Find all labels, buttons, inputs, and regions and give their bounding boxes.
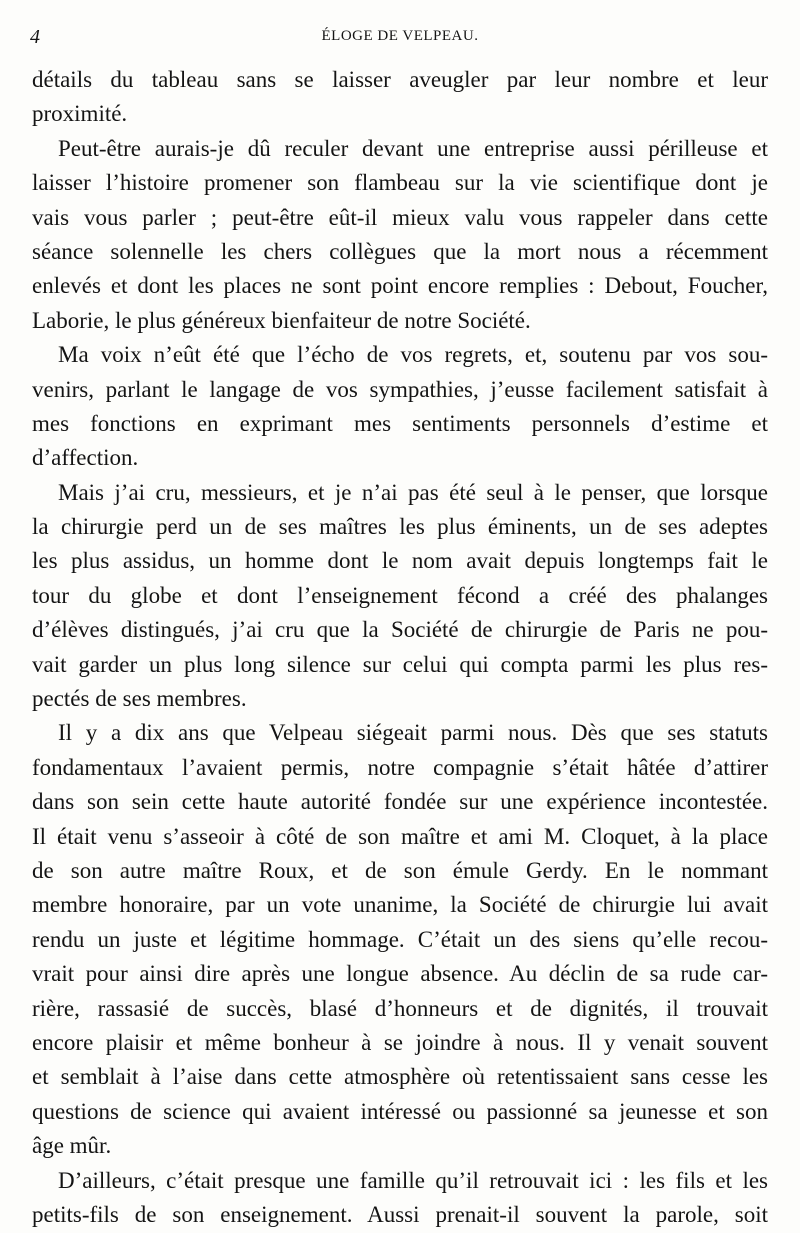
text-line: détails du tableau sans se laisser aveugler par leur nombre et leur (32, 67, 768, 92)
running-head (30, 26, 770, 48)
text-line: mes fonctions en exprimant mes sentiments personnels d’estime et (32, 410, 768, 436)
text-line: vais vous parler ; peut-être eût-il mieux valu vous rappeler dans cette (32, 204, 768, 230)
text-line: proximité. (32, 101, 128, 127)
text-line: Peut-être aurais-je dû reculer devant une entreprise aussi périlleuse et (58, 135, 768, 161)
running-title: ÉLOGE DE VELPEAU. (321, 28, 479, 44)
text-line: Mais j’ai cru, messieurs, et je n’ai pas été seul à le penser, que lorsque (58, 479, 768, 505)
text-line: petits-fils de son enseignement. Aussi prenait-il souvent la parole, soit (32, 1201, 768, 1227)
text-line: questions de science qui avaient intéressé ou passionné sa jeunesse et son (32, 1098, 768, 1124)
body-text (32, 63, 768, 1232)
text-line: encore plaisir et même bonheur à se joindre à nous. Il y venait souvent (32, 1029, 768, 1055)
text-line: vrait pour ainsi dire après une longue absence. Au déclin de sa rude car- (32, 961, 768, 987)
text-line: d’élèves distingués, j’ai cru que la Société de chirurgie de Paris ne pou- (32, 617, 768, 643)
text-line: D’ailleurs, c’était presque une famille qu’il retrouvait ici : les fils et les (58, 1167, 768, 1193)
text-line: la chirurgie perd un de ses maîtres les plus éminents, un de ses adeptes (32, 514, 768, 540)
text-line: rière, rassasié de succès, blasé d’honneurs et de dignités, il trouvait (32, 995, 768, 1021)
text-line: laisser l’histoire promener son flambeau sur la vie scientifique dont je (32, 170, 768, 196)
text-line: tour du globe et dont l’enseignement fécond a créé des phalanges (32, 582, 768, 608)
text-line: dans son sein cette haute autorité fondée sur une expérience incontestée. (32, 789, 768, 815)
text-line: venirs, parlant le langage de vos sympathies, j’eusse facilement satisfait à (32, 376, 768, 402)
text-line: Il était venu s’asseoir à côté de son maître et ami M. Cloquet, à la place (32, 823, 768, 849)
text-line: enlevés et dont les places ne sont point encore remplies : Debout, Foucher, (32, 273, 768, 299)
text-line: pectés de ses membres. (32, 686, 247, 712)
text-line: de son autre maître Roux, et de son émule Gerdy. En le nommant (32, 857, 768, 883)
page-number: 4 (30, 26, 40, 48)
text-line: membre honoraire, par un vote unanime, la Société de chirurgie lui avait (32, 892, 768, 918)
text-line: fondamentaux l’avaient permis, notre compagnie s’était hâtée d’attirer (32, 754, 768, 780)
text-line: Ma voix n’eût été que l’écho de vos regrets, et, soutenu par vos sou- (58, 342, 768, 368)
text-line: Il y a dix ans que Velpeau siégeait parmi nous. Dès que ses statuts (58, 720, 768, 746)
text-line: Laborie, le plus généreux bienfaiteur de notre Société. (32, 307, 531, 333)
text-line: séance solennelle les chers collègues que la mort nous a récemment (32, 238, 768, 264)
text-line: âge mûr. (32, 1133, 112, 1159)
text-line: d’affection. (32, 445, 139, 471)
text-line: rendu un juste et légitime hommage. C’était un des siens qu’elle recou- (32, 926, 768, 952)
text-line: les plus assidus, un homme dont le nom avait depuis longtemps fait le (32, 548, 768, 574)
text-line: vait garder un plus long silence sur celui qui compta parmi les plus res- (32, 651, 768, 677)
text-line: et semblait à l’aise dans cette atmosphère où retentissaient sans cesse les (32, 1064, 768, 1090)
